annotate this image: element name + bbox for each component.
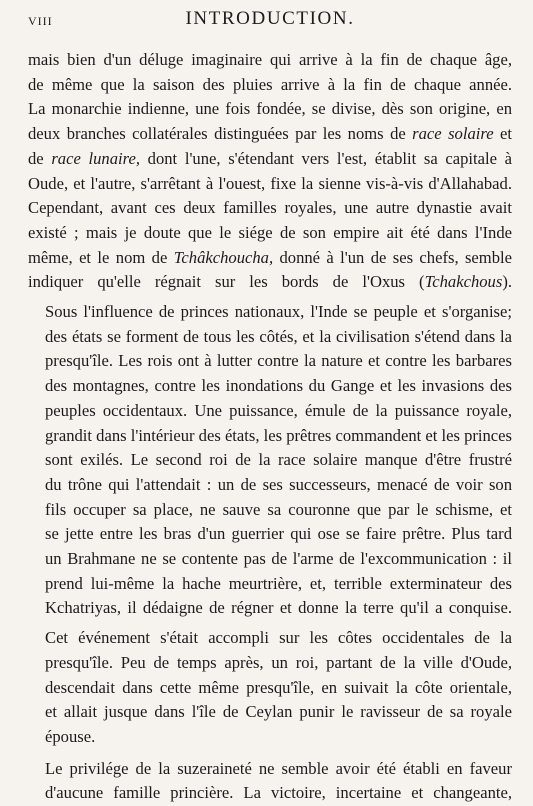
text-run: descendait dans cette même presqu'île, en suivait la côte orientale,	[45, 677, 512, 697]
text-run: deux branches collatérales distinguées par les noms de	[28, 124, 413, 144]
italic-term: Tchâkchoucha,	[173, 247, 274, 267]
text-line	[28, 781, 512, 806]
text-run: Kchatriyas, il dédaigne de régner et donne la terre qu'il a conquise.	[45, 598, 512, 618]
text-line	[28, 325, 512, 350]
text-line	[28, 757, 512, 782]
paragraph	[28, 48, 512, 295]
text-run: indiquer qu'elle régnait sur les bords de l'Oxus (	[28, 272, 425, 292]
text-line	[28, 572, 512, 597]
text-run: Cet événement s'était accompli sur les côtes occidentales de la	[45, 628, 512, 648]
text-run: dont l'une, s'étendant vers l'est, établit sa capitale à	[139, 148, 512, 168]
paragraph	[28, 300, 512, 621]
running-title: INTRODUCTION.	[185, 8, 355, 29]
text-line	[28, 374, 512, 399]
text-line	[28, 498, 512, 523]
text-run: grandit dans l'intérieur des états, les prêtres commandent et les princes	[45, 425, 512, 445]
text-run: et	[493, 124, 512, 144]
text-run: peuples occidentaux. Une puissance, émule de la puissance royale,	[45, 400, 512, 420]
text-line	[28, 448, 512, 473]
italic-term: race lunaire,	[51, 148, 140, 168]
text-line	[28, 399, 512, 424]
text-run: fils occuper sa place, ne sauve sa couronne que par le schisme, et	[45, 499, 512, 519]
text-run: ).	[502, 272, 512, 292]
text-run: mais bien d'un déluge imaginaire qui arrive à la fin de chaque âge,	[28, 50, 512, 69]
text-run: même, et le nom de	[28, 247, 174, 267]
text-line	[28, 122, 512, 147]
running-header	[28, 0, 512, 36]
text-line	[28, 48, 512, 73]
text-line	[28, 676, 512, 701]
text-line	[28, 221, 512, 246]
text-run: sont exilés. Le second roi de la race solaire manque d'être frustré	[45, 450, 512, 470]
text-run: presqu'île. Peu de temps après, un roi, partant de la ville d'Oude,	[45, 652, 512, 672]
text-line	[28, 172, 512, 197]
text-line	[28, 196, 512, 221]
text-line	[28, 300, 512, 325]
text-run: existé ; mais je doute que le siége de son empire ait été dans l'Inde	[28, 222, 512, 242]
text-run: se jette entre les bras d'un guerrier qui ose se faire prêtre. Plus tard	[45, 524, 512, 544]
text-run: des états se forment de tous les côtés, et la civilisation s'étend dans la	[45, 326, 512, 346]
text-run: épouse.	[45, 726, 96, 746]
text-run: du trône qui l'attendait : un de ses successeurs, menacé de voir son	[45, 474, 512, 494]
text-line	[28, 349, 512, 374]
text-line	[28, 270, 512, 295]
text-line	[28, 547, 512, 572]
text-line	[28, 246, 512, 271]
text-line	[28, 473, 512, 498]
text-line	[28, 725, 512, 750]
body-text	[28, 48, 512, 806]
italic-term: race solaire	[412, 124, 494, 144]
paragraph	[28, 626, 512, 750]
text-line	[28, 424, 512, 449]
text-run: et allait jusque dans l'île de Ceylan punir le ravisseur de sa royale	[45, 702, 512, 722]
text-run: des montagnes, contre les inondations du Gange et les invasions des	[45, 376, 512, 396]
text-run: donné à l'un de ses chefs, semble	[273, 247, 512, 267]
text-line	[28, 626, 512, 651]
text-run: presqu'île. Les rois ont à lutter contre la nature et contre les barbares	[45, 351, 512, 371]
book-page	[28, 0, 512, 803]
italic-term: Tchakchous	[424, 272, 503, 292]
text-run: Cependant, avant ces deux familles royales, une autre dynastie avait	[28, 198, 512, 218]
text-line	[28, 147, 512, 172]
text-line	[28, 522, 512, 547]
text-line	[28, 700, 512, 725]
page-number: VIII	[28, 14, 53, 28]
text-run: un Brahmane ne se contente pas de l'arme de l'excommunication : il	[45, 549, 512, 569]
paragraph	[28, 757, 512, 806]
text-run: d'aucune famille princière. La victoire, incertaine et changeante,	[45, 783, 512, 803]
text-run: de même que la saison des pluies arrive à la fin de chaque année.	[28, 74, 512, 94]
text-line	[28, 596, 512, 621]
text-run: Sous l'influence de princes nationaux, l'Inde se peuple et s'organise;	[45, 302, 512, 322]
text-run: La monarchie indienne, une fois fondée, se divise, dès son origine, en	[28, 99, 512, 119]
text-run: Le privilége de la suzeraineté ne semble avoir été établi en faveur	[45, 758, 512, 778]
text-run: Oude, et l'autre, s'arrêtant à l'ouest, fixe la sienne vis-à-vis d'Allahabad.	[28, 173, 512, 193]
text-run: de	[28, 148, 52, 168]
text-line	[28, 97, 512, 122]
text-line	[28, 73, 512, 98]
text-run: prend lui-même la hache meurtrière, et, terrible exterminateur des	[45, 573, 512, 593]
text-line	[28, 651, 512, 676]
